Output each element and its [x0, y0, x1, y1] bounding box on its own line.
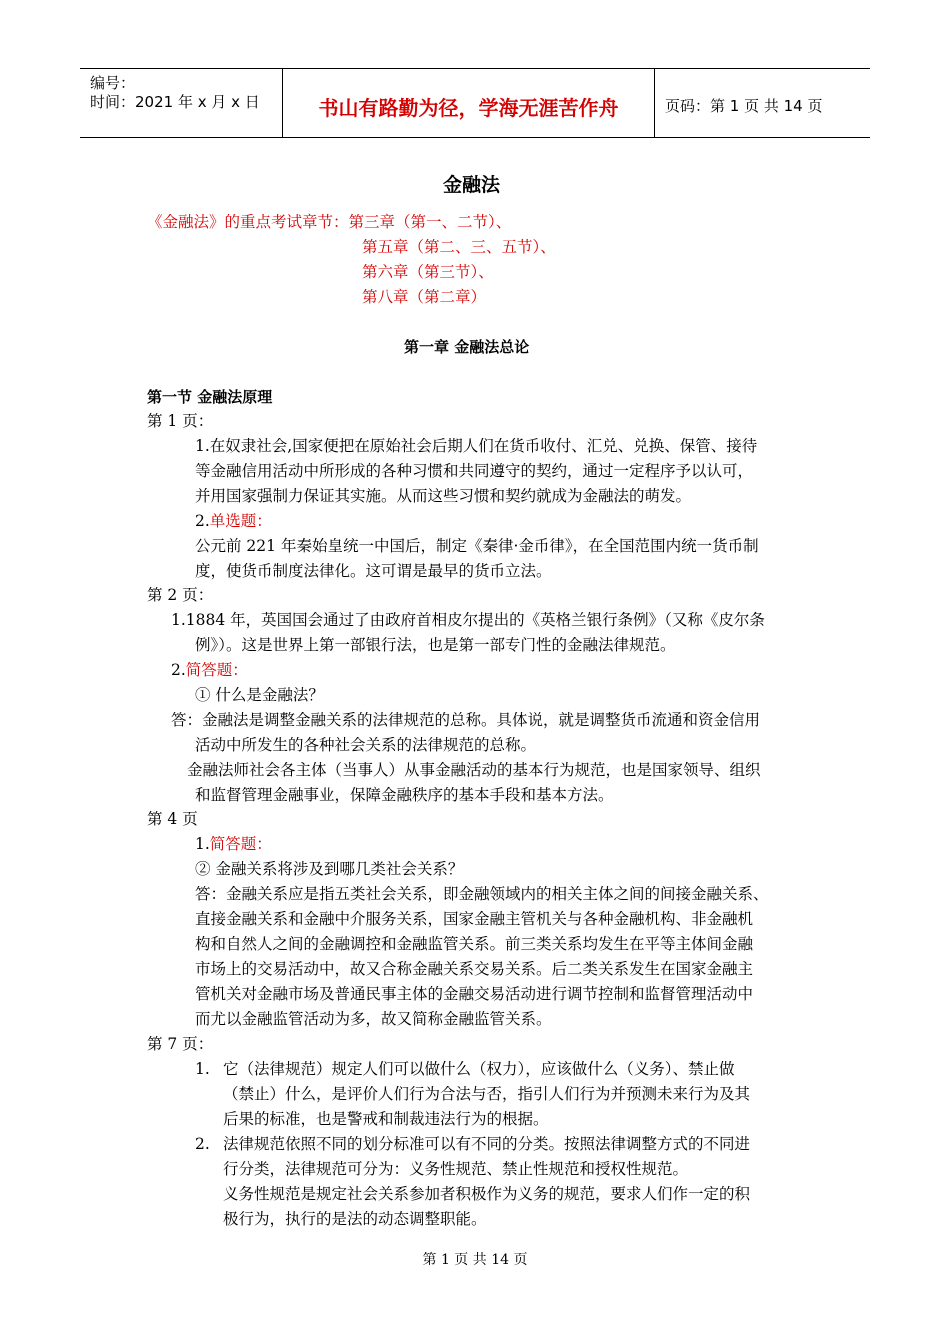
body-line: 金融法师社会各主体（当事人）从事金融活动的基本行为规范，也是国家领导、组织	[187, 761, 761, 779]
page-ref: 第 7 页：	[147, 1035, 214, 1053]
chapter-title: 第一章 金融法总论	[404, 338, 530, 356]
header-left-cell	[80, 69, 283, 137]
body-line: 行分类，法律规范可分为：义务性规范、禁止性规范和授权性规范。	[223, 1160, 689, 1178]
header-table	[80, 68, 870, 138]
item-line	[195, 834, 272, 854]
item-number: 1.	[195, 835, 210, 853]
body-line: 例》）。这是世界上第一部银行法，也是第一部专门性的金融法律规范。	[195, 636, 676, 654]
body-line: 市场上的交易活动中，故又合称金融关系交易关系。后二类关系发生在国家金融主	[195, 960, 754, 978]
page-info: 页码：第 1 页 共 14 页	[665, 97, 823, 115]
answer-line: 答：金融关系应是指五类社会关系，即金融领域内的相关主体之间的间接金融关系、	[195, 885, 769, 903]
key-chapters-line: 第八章（第二章）	[362, 288, 487, 306]
motto-text: 书山有路勤为径，学海无涯苦作舟	[318, 96, 619, 120]
body-line: 公元前 221 年秦始皇统一中国后，制定《秦律·金币律》，在全国范围内统一货币制	[195, 537, 759, 555]
body-line: 等金融信用活动中所形成的各种习惯和共同遵守的契约，通过一定程序予以认可，	[195, 462, 754, 480]
item-line	[195, 511, 272, 531]
question-type: 简答题：	[185, 661, 248, 679]
item-number: 2.	[171, 661, 186, 679]
body-line: 和监督管理金融事业，保障金融秩序的基本手段和基本方法。	[195, 786, 614, 804]
question-type: 单选题：	[209, 512, 272, 530]
time-label: 时间：2021 年 x 月 x 日	[90, 93, 260, 111]
body-line: 极行为，执行的是法的动态调整职能。	[223, 1210, 487, 1228]
question-type: 简答题：	[209, 835, 272, 853]
body-line: 直接金融关系和金融中介服务关系，国家金融主管机关与各种金融机构、非金融机	[195, 910, 754, 928]
number-label: 编号：	[90, 74, 136, 92]
body-line: 法律规范依照不同的划分标准可以有不同的分类。按照法律调整方式的不同进	[223, 1135, 751, 1153]
body-line: 管机关对金融市场及普通民事主体的金融交易活动进行调节控制和监督管理活动中	[195, 985, 754, 1003]
body-line: 后果的标准，也是警戒和制裁违法行为的根据。	[223, 1110, 549, 1128]
key-chapters-line: 《金融法》的重点考试章节：第三章（第一、二节）、	[147, 213, 512, 231]
body-line: 活动中所发生的各种社会关系的法律规范的总称。	[195, 736, 537, 754]
body-line: 并用国家强制力保证其实施。从而这些习惯和契约就成为金融法的萌发。	[195, 487, 692, 505]
body-line: 度，使货币制度法律化。这可谓是最早的货币立法。	[195, 562, 552, 580]
item-number: 2.	[195, 512, 210, 530]
page-ref: 第 1 页：	[147, 412, 214, 430]
page-ref: 第 4 页	[147, 810, 198, 828]
key-chapters-line: 第五章（第二、三、五节）、	[362, 238, 556, 256]
key-chapters-line: 第六章（第三节）、	[362, 263, 494, 281]
section-title: 第一节 金融法原理	[147, 388, 273, 406]
question-line: ② 金融关系将涉及到哪几类社会关系？	[195, 860, 464, 878]
body-line: 1.1884 年，英国国会通过了由政府首相皮尔提出的《英格兰银行条例》（又称《皮尔条	[171, 611, 765, 629]
page-ref: 第 2 页：	[147, 586, 214, 604]
body-line: 义务性规范是规定社会关系参加者积极作为义务的规范，要求人们作一定的积	[223, 1185, 751, 1203]
answer-line: 答：金融法是调整金融关系的法律规范的总称。具体说，就是调整货币流通和资金信用	[171, 711, 761, 729]
item-line	[171, 660, 248, 680]
page-footer: 第 1 页 共 14 页	[422, 1252, 528, 1268]
body-line: 而尤以金融监管活动为多，故又简称金融监管关系。	[195, 1010, 552, 1028]
doc-title: 金融法	[443, 174, 501, 196]
list-number: 1.	[195, 1060, 210, 1078]
body-line: 它（法律规范）规定人们可以做什么（权力），应该做什么（义务）、禁止做	[223, 1060, 735, 1078]
body-line: 构和自然人之间的金融调控和金融监管关系。前三类关系均发生在平等主体间金融	[195, 935, 754, 953]
question-line: ① 什么是金融法？	[195, 686, 324, 704]
body-line: （禁止）什么，是评价人们行为合法与否，指引人们行为并预测未来行为及其	[223, 1085, 751, 1103]
body-line: 1.在奴隶社会,国家便把在原始社会后期人们在货币收付、汇兑、兑换、保管、接待	[195, 437, 758, 455]
list-number: 2.	[195, 1135, 210, 1153]
header-right-cell	[655, 69, 870, 137]
header-center-cell	[283, 69, 655, 137]
